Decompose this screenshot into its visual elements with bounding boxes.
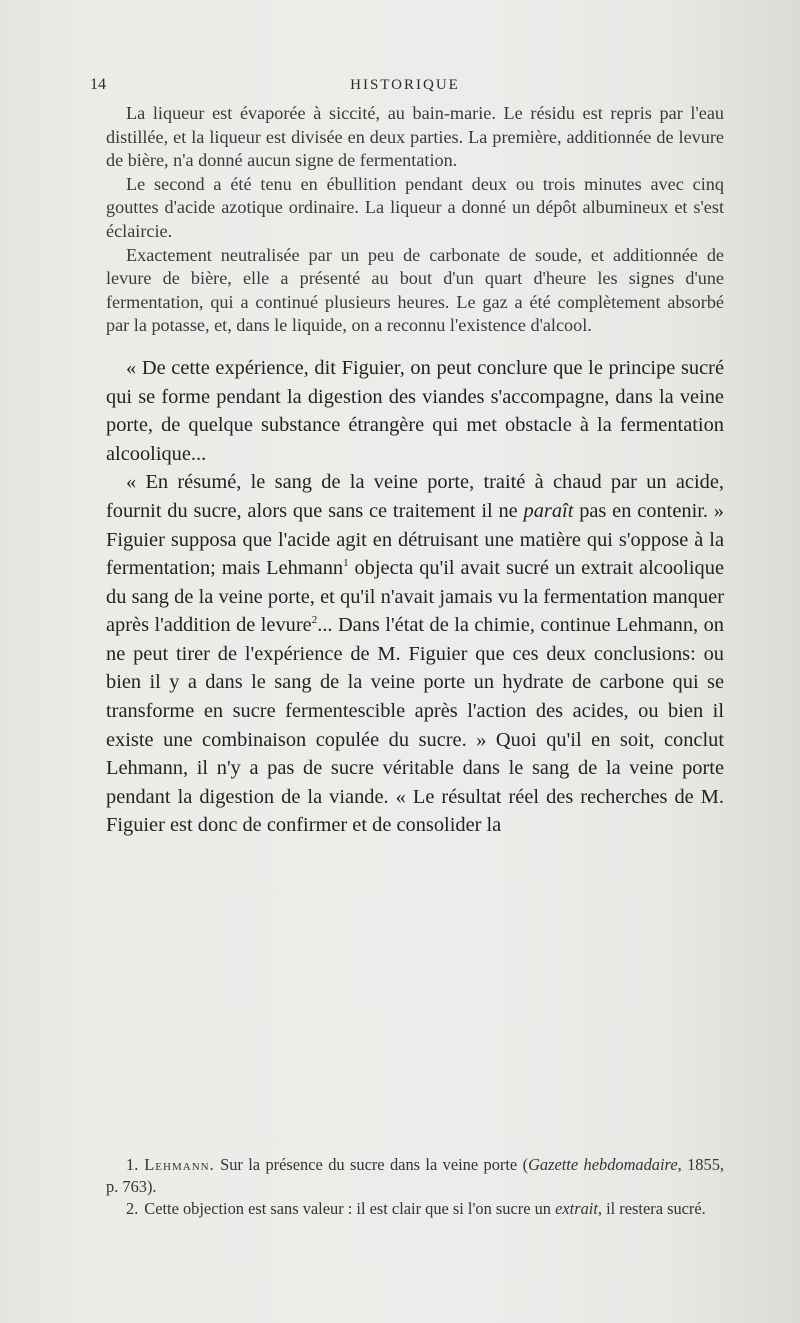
text-run: , il restera sucré. xyxy=(597,1199,706,1218)
text-run: , 1855, p. 763). xyxy=(106,1155,724,1196)
italic-title: Gazette hebdomadaire xyxy=(528,1155,678,1174)
paragraph: La liqueur est évaporée à siccité, au bain-marie. Le résidu est repris par l'eau distillée, et la liqueur est divisée en deux parties. La première, additionnée de levure de bière, n'a donné aucun signe de fermentation. xyxy=(106,103,724,171)
footnote-author: Lehmann. xyxy=(144,1155,215,1174)
page-header xyxy=(90,76,720,100)
page-body xyxy=(106,102,724,840)
paragraph: Exactement neutralisée par un peu de carbonate de soude, et additionnée de levure de bière, elle a présenté au bout d'un quart d'heure les signes d'une fermentation, qui a continué plusieurs heures. Le gaz a été complètement absorbé par la potasse, et, dans le liquide, on a reconnu l'existence d'alcool. xyxy=(106,244,724,336)
italic-word: paraît xyxy=(523,499,574,522)
text-run: Cette objection est sans valeur : il est clair que si l'on sucre un xyxy=(144,1199,556,1218)
italic-word: extrait xyxy=(555,1199,598,1218)
footnote-ref: 2 xyxy=(311,614,318,627)
paragraph-gap xyxy=(106,338,724,354)
text-run: Sur la présence du sucre dans la veine porte ( xyxy=(214,1155,529,1174)
footnote xyxy=(106,1198,724,1220)
footnotes xyxy=(106,1154,724,1220)
text-run: objecta qu'il avait sucré un extrait alcoolique du sang de la veine porte, et qu'il n'avait jamais vu la fermentation manquer après l'addition de levure xyxy=(106,557,724,637)
quoted-paragraph xyxy=(106,468,724,840)
paragraph: Le second a été tenu en ébullition pendant deux ou trois minutes avec cinq gouttes d'acide azotique ordinaire. La liqueur a donné un dépôt albumineux et s'est éclaircie. xyxy=(106,173,724,241)
text-run: pas en contenir. » Figuier supposa que l'acide agit en détruisant une matière qui s'oppose à la fermentation; mais Lehmann xyxy=(106,499,724,580)
text-run: « En résumé, le sang de la veine porte, traité à chaud par un acide, fournit du sucre, alors que sans ce traitement il ne xyxy=(106,471,724,522)
text-run: ... Dans l'état de la chimie, continue Lehmann, on ne peut tirer de l'expérience de M. Figuier que ces deux conclusions: ou bien il y a dans le sang de la veine porte un hydrate de carbone qui se transforme en sucre fermentescible après l'action des acides, ou bien il existe une combinaison copulée du sucre. » Quoi qu'il en soit, conclut Lehmann, il n'y a pas de sucre véritable dans le sang de la veine porte pendant la digestion de la viande. « Le résultat réel des recherches de M. Figuier est donc de confirmer et de consolider la xyxy=(106,614,724,837)
footnote-number: 2. xyxy=(126,1199,139,1218)
running-head: HISTORIQUE xyxy=(350,77,460,93)
footnote-ref: 1 xyxy=(343,557,349,570)
footnote-number: 1. xyxy=(126,1155,139,1174)
quoted-paragraph: « De cette expérience, dit Figuier, on peut conclure que le principe sucré qui se forme pendant la digestion des viandes s'accompagne, dans la veine porte, de quelque substance étrangère qui met obstacle à la fermentation alcoolique... xyxy=(106,356,724,465)
page-number: 14 xyxy=(90,76,106,93)
footnote xyxy=(106,1154,724,1198)
